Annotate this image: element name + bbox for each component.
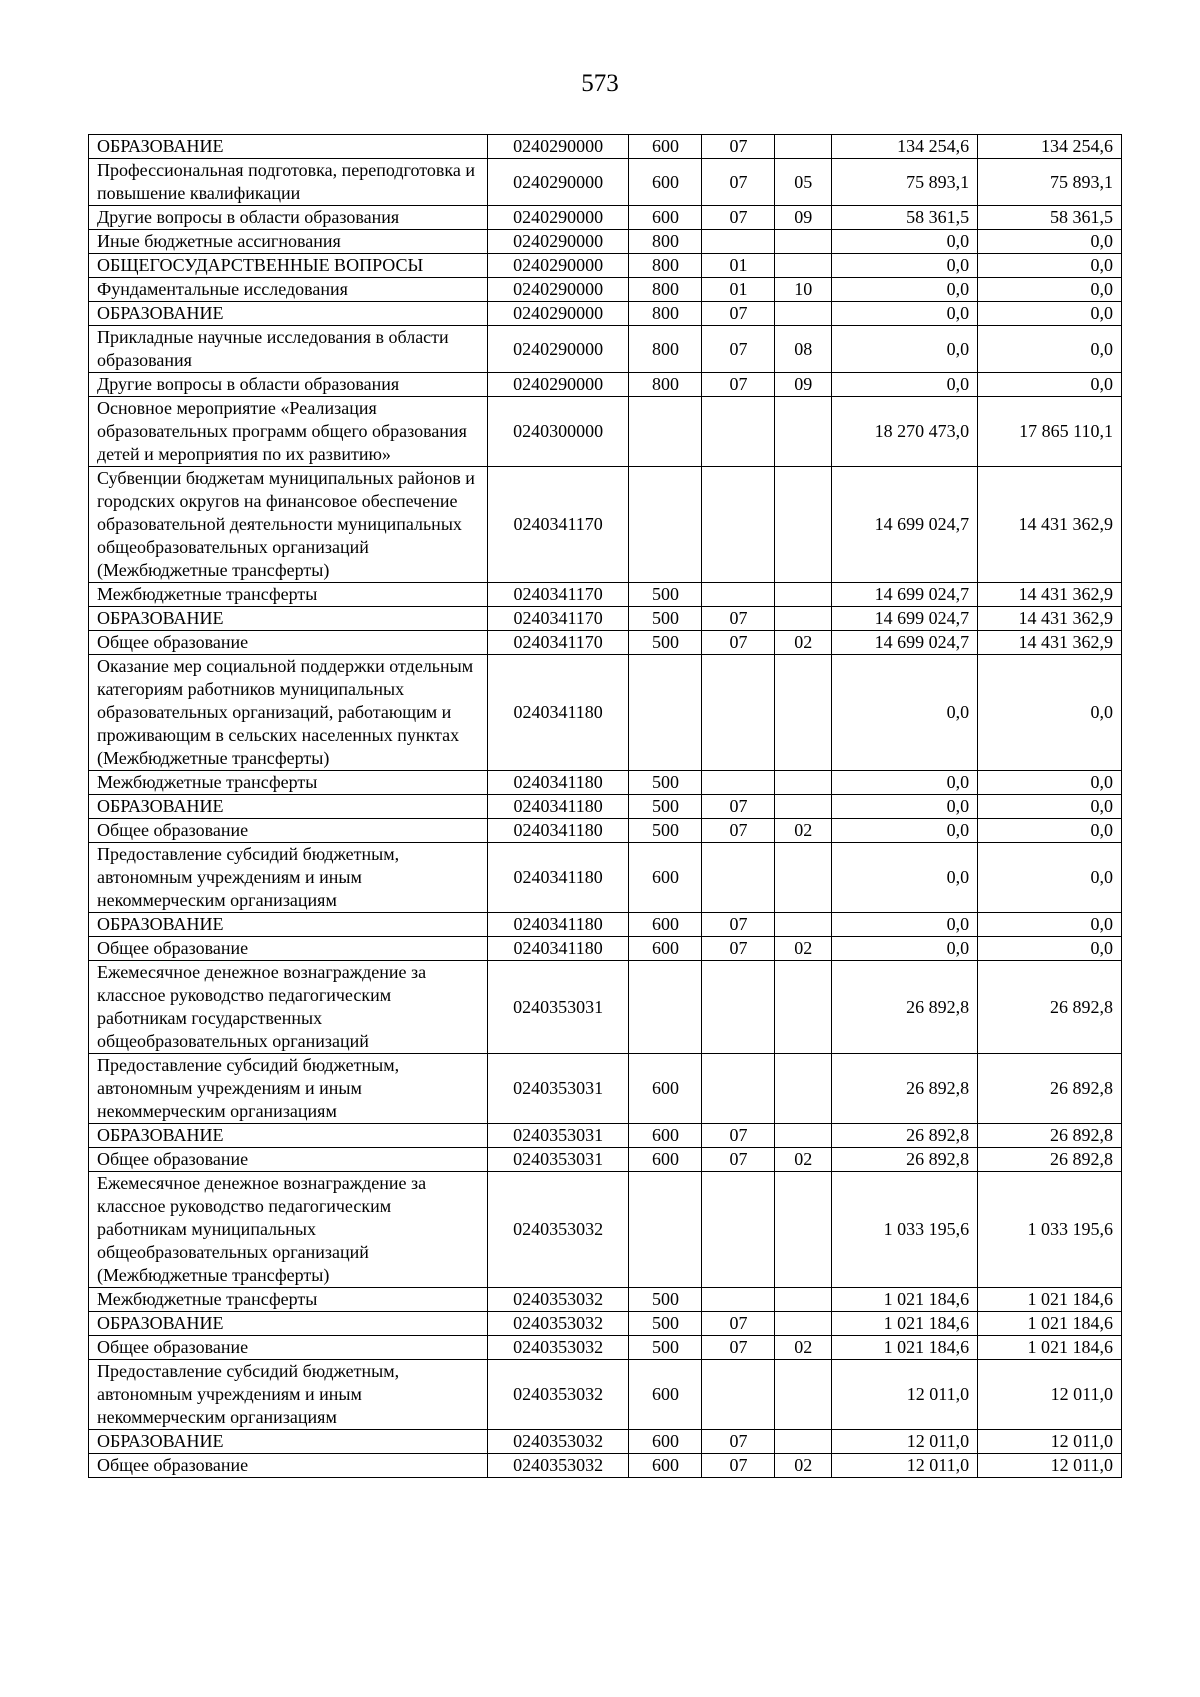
target-code-cell: 0240290000 — [487, 326, 629, 373]
row-name-cell: Фундаментальные исследования — [89, 278, 488, 302]
section-cell: 07 — [702, 326, 775, 373]
amount-year2-cell: 17 865 110,1 — [978, 397, 1122, 467]
table-row — [89, 326, 1122, 373]
table-body — [89, 135, 1122, 1478]
row-name-cell: Общее образование — [89, 1148, 488, 1172]
amount-year2-cell: 12 011,0 — [978, 1454, 1122, 1478]
amount-year1-cell: 0,0 — [832, 913, 978, 937]
row-name-cell: Ежемесячное денежное вознаграждение за классное руководство педагогическим работникам муниципальных общеобразовательных организаций (Межбюджетные трансферты) — [89, 1172, 488, 1288]
section-cell — [702, 771, 775, 795]
section-cell — [702, 1172, 775, 1288]
target-code-cell: 0240353032 — [487, 1172, 629, 1288]
row-name-cell: Основное мероприятие «Реализация образовательных программ общего образования детей и мероприятия по их развитию» — [89, 397, 488, 467]
subsection-cell — [775, 795, 832, 819]
subsection-cell — [775, 135, 832, 159]
subsection-cell — [775, 1312, 832, 1336]
row-name-cell: Межбюджетные трансферты — [89, 583, 488, 607]
table-row — [89, 1172, 1122, 1288]
amount-year1-cell: 0,0 — [832, 937, 978, 961]
amount-year1-cell: 26 892,8 — [832, 1148, 978, 1172]
expense-type-cell: 600 — [629, 135, 702, 159]
section-cell — [702, 655, 775, 771]
target-code-cell: 0240290000 — [487, 135, 629, 159]
amount-year2-cell: 1 021 184,6 — [978, 1336, 1122, 1360]
amount-year1-cell: 0,0 — [832, 843, 978, 913]
section-cell: 07 — [702, 1336, 775, 1360]
table-row — [89, 1312, 1122, 1336]
subsection-cell — [775, 583, 832, 607]
subsection-cell — [775, 1054, 832, 1124]
section-cell: 07 — [702, 159, 775, 206]
section-cell — [702, 1054, 775, 1124]
amount-year2-cell: 0,0 — [978, 819, 1122, 843]
row-name-cell: Прикладные научные исследования в области образования — [89, 326, 488, 373]
amount-year1-cell: 58 361,5 — [832, 206, 978, 230]
expense-type-cell: 600 — [629, 159, 702, 206]
row-name-cell: Межбюджетные трансферты — [89, 1288, 488, 1312]
amount-year2-cell: 0,0 — [978, 913, 1122, 937]
amount-year1-cell: 12 011,0 — [832, 1360, 978, 1430]
expense-type-cell: 500 — [629, 795, 702, 819]
section-cell: 07 — [702, 631, 775, 655]
amount-year2-cell: 75 893,1 — [978, 159, 1122, 206]
section-cell — [702, 1288, 775, 1312]
table-row — [89, 206, 1122, 230]
row-name-cell: Общее образование — [89, 1454, 488, 1478]
table-row — [89, 278, 1122, 302]
row-name-cell: ОБРАЗОВАНИЕ — [89, 302, 488, 326]
table-row — [89, 1054, 1122, 1124]
subsection-cell — [775, 397, 832, 467]
table-row — [89, 583, 1122, 607]
amount-year1-cell: 14 699 024,7 — [832, 467, 978, 583]
subsection-cell — [775, 1288, 832, 1312]
budget-table — [88, 134, 1122, 1478]
section-cell: 07 — [702, 1312, 775, 1336]
table-row — [89, 1336, 1122, 1360]
expense-type-cell: 600 — [629, 206, 702, 230]
row-name-cell: Общее образование — [89, 631, 488, 655]
target-code-cell: 0240341170 — [487, 607, 629, 631]
target-code-cell: 0240353031 — [487, 961, 629, 1054]
target-code-cell: 0240353031 — [487, 1124, 629, 1148]
target-code-cell: 0240341180 — [487, 937, 629, 961]
amount-year1-cell: 0,0 — [832, 795, 978, 819]
subsection-cell — [775, 467, 832, 583]
amount-year2-cell: 0,0 — [978, 254, 1122, 278]
target-code-cell: 0240341170 — [487, 467, 629, 583]
target-code-cell: 0240341180 — [487, 913, 629, 937]
row-name-cell: Субвенции бюджетам муниципальных районов и городских округов на финансовое обеспечение образовательной деятельности муниципальных общеобразовательных организаций (Межбюджетные трансферты) — [89, 467, 488, 583]
target-code-cell: 0240290000 — [487, 254, 629, 278]
row-name-cell: Другие вопросы в области образования — [89, 206, 488, 230]
target-code-cell: 0240353032 — [487, 1454, 629, 1478]
target-code-cell: 0240353032 — [487, 1360, 629, 1430]
expense-type-cell: 800 — [629, 302, 702, 326]
amount-year2-cell: 1 033 195,6 — [978, 1172, 1122, 1288]
row-name-cell: Профессиональная подготовка, переподготовка и повышение квалификации — [89, 159, 488, 206]
amount-year1-cell: 0,0 — [832, 230, 978, 254]
amount-year1-cell: 26 892,8 — [832, 1124, 978, 1148]
row-name-cell: Общее образование — [89, 937, 488, 961]
section-cell — [702, 961, 775, 1054]
table-row — [89, 843, 1122, 913]
subsection-cell — [775, 254, 832, 278]
amount-year1-cell: 26 892,8 — [832, 1054, 978, 1124]
amount-year2-cell: 0,0 — [978, 843, 1122, 913]
section-cell — [702, 467, 775, 583]
section-cell: 07 — [702, 302, 775, 326]
subsection-cell: 02 — [775, 1148, 832, 1172]
amount-year1-cell: 12 011,0 — [832, 1430, 978, 1454]
subsection-cell: 10 — [775, 278, 832, 302]
amount-year1-cell: 75 893,1 — [832, 159, 978, 206]
target-code-cell: 0240290000 — [487, 230, 629, 254]
subsection-cell — [775, 230, 832, 254]
section-cell: 07 — [702, 373, 775, 397]
section-cell: 01 — [702, 278, 775, 302]
target-code-cell: 0240353032 — [487, 1430, 629, 1454]
row-name-cell: Общее образование — [89, 819, 488, 843]
target-code-cell: 0240341180 — [487, 771, 629, 795]
expense-type-cell — [629, 1172, 702, 1288]
amount-year1-cell: 0,0 — [832, 771, 978, 795]
expense-type-cell: 500 — [629, 583, 702, 607]
expense-type-cell: 600 — [629, 1454, 702, 1478]
amount-year1-cell: 0,0 — [832, 302, 978, 326]
table-row — [89, 302, 1122, 326]
table-row — [89, 135, 1122, 159]
section-cell: 07 — [702, 607, 775, 631]
section-cell: 07 — [702, 1430, 775, 1454]
amount-year2-cell: 134 254,6 — [978, 135, 1122, 159]
expense-type-cell: 600 — [629, 1360, 702, 1430]
subsection-cell: 09 — [775, 206, 832, 230]
subsection-cell: 02 — [775, 1454, 832, 1478]
target-code-cell: 0240341170 — [487, 583, 629, 607]
amount-year1-cell: 1 033 195,6 — [832, 1172, 978, 1288]
target-code-cell: 0240341180 — [487, 655, 629, 771]
expense-type-cell: 800 — [629, 230, 702, 254]
expense-type-cell — [629, 961, 702, 1054]
table-row — [89, 655, 1122, 771]
target-code-cell: 0240341170 — [487, 631, 629, 655]
expense-type-cell: 500 — [629, 631, 702, 655]
table-row — [89, 819, 1122, 843]
amount-year2-cell: 12 011,0 — [978, 1360, 1122, 1430]
row-name-cell: Предоставление субсидий бюджетным, автономным учреждениям и иным некоммерческим организациям — [89, 843, 488, 913]
row-name-cell: Иные бюджетные ассигнования — [89, 230, 488, 254]
expense-type-cell: 500 — [629, 607, 702, 631]
amount-year2-cell: 14 431 362,9 — [978, 631, 1122, 655]
amount-year2-cell: 0,0 — [978, 230, 1122, 254]
subsection-cell: 02 — [775, 631, 832, 655]
expense-type-cell: 800 — [629, 254, 702, 278]
target-code-cell: 0240353031 — [487, 1148, 629, 1172]
target-code-cell: 0240353032 — [487, 1312, 629, 1336]
amount-year1-cell: 12 011,0 — [832, 1454, 978, 1478]
target-code-cell: 0240341180 — [487, 843, 629, 913]
amount-year2-cell: 14 431 362,9 — [978, 467, 1122, 583]
expense-type-cell: 600 — [629, 1148, 702, 1172]
expense-type-cell: 600 — [629, 913, 702, 937]
amount-year1-cell: 14 699 024,7 — [832, 583, 978, 607]
amount-year1-cell: 0,0 — [832, 326, 978, 373]
amount-year2-cell: 1 021 184,6 — [978, 1288, 1122, 1312]
expense-type-cell: 600 — [629, 1430, 702, 1454]
row-name-cell: ОБРАЗОВАНИЕ — [89, 607, 488, 631]
subsection-cell — [775, 1172, 832, 1288]
table-row — [89, 1360, 1122, 1430]
target-code-cell: 0240341180 — [487, 795, 629, 819]
table-row — [89, 1454, 1122, 1478]
amount-year2-cell: 26 892,8 — [978, 961, 1122, 1054]
amount-year1-cell: 26 892,8 — [832, 961, 978, 1054]
expense-type-cell: 800 — [629, 326, 702, 373]
section-cell: 01 — [702, 254, 775, 278]
expense-type-cell: 500 — [629, 1312, 702, 1336]
section-cell — [702, 1360, 775, 1430]
table-row — [89, 913, 1122, 937]
amount-year2-cell: 0,0 — [978, 771, 1122, 795]
amount-year1-cell: 0,0 — [832, 254, 978, 278]
table-row — [89, 467, 1122, 583]
subsection-cell: 05 — [775, 159, 832, 206]
table-row — [89, 771, 1122, 795]
target-code-cell: 0240353032 — [487, 1336, 629, 1360]
section-cell: 07 — [702, 135, 775, 159]
table-row — [89, 230, 1122, 254]
row-name-cell: ОБРАЗОВАНИЕ — [89, 1312, 488, 1336]
target-code-cell: 0240290000 — [487, 206, 629, 230]
row-name-cell: ОБРАЗОВАНИЕ — [89, 135, 488, 159]
table-row — [89, 607, 1122, 631]
subsection-cell — [775, 607, 832, 631]
amount-year2-cell: 1 021 184,6 — [978, 1312, 1122, 1336]
amount-year2-cell: 0,0 — [978, 373, 1122, 397]
amount-year1-cell: 1 021 184,6 — [832, 1312, 978, 1336]
expense-type-cell: 600 — [629, 1054, 702, 1124]
row-name-cell: Межбюджетные трансферты — [89, 771, 488, 795]
table-row — [89, 1148, 1122, 1172]
expense-type-cell: 500 — [629, 1288, 702, 1312]
amount-year2-cell: 58 361,5 — [978, 206, 1122, 230]
amount-year2-cell: 14 431 362,9 — [978, 583, 1122, 607]
expense-type-cell — [629, 397, 702, 467]
amount-year1-cell: 0,0 — [832, 655, 978, 771]
row-name-cell: Предоставление субсидий бюджетным, автономным учреждениям и иным некоммерческим организациям — [89, 1360, 488, 1430]
section-cell: 07 — [702, 1454, 775, 1478]
subsection-cell — [775, 1124, 832, 1148]
expense-type-cell: 800 — [629, 278, 702, 302]
section-cell: 07 — [702, 795, 775, 819]
subsection-cell: 02 — [775, 819, 832, 843]
amount-year1-cell: 134 254,6 — [832, 135, 978, 159]
amount-year1-cell: 1 021 184,6 — [832, 1288, 978, 1312]
row-name-cell: ОБЩЕГОСУДАРСТВЕННЫЕ ВОПРОСЫ — [89, 254, 488, 278]
target-code-cell: 0240353032 — [487, 1288, 629, 1312]
section-cell: 07 — [702, 937, 775, 961]
amount-year2-cell: 26 892,8 — [978, 1054, 1122, 1124]
expense-type-cell — [629, 655, 702, 771]
subsection-cell: 08 — [775, 326, 832, 373]
row-name-cell: ОБРАЗОВАНИЕ — [89, 1430, 488, 1454]
subsection-cell: 09 — [775, 373, 832, 397]
section-cell: 07 — [702, 819, 775, 843]
subsection-cell — [775, 655, 832, 771]
table-row — [89, 397, 1122, 467]
subsection-cell — [775, 843, 832, 913]
target-code-cell: 0240290000 — [487, 278, 629, 302]
subsection-cell — [775, 1430, 832, 1454]
target-code-cell: 0240353031 — [487, 1054, 629, 1124]
row-name-cell: Другие вопросы в области образования — [89, 373, 488, 397]
section-cell — [702, 397, 775, 467]
amount-year1-cell: 18 270 473,0 — [832, 397, 978, 467]
expense-type-cell: 800 — [629, 373, 702, 397]
amount-year2-cell: 0,0 — [978, 655, 1122, 771]
section-cell: 07 — [702, 1148, 775, 1172]
amount-year2-cell: 0,0 — [978, 278, 1122, 302]
table-row — [89, 795, 1122, 819]
subsection-cell — [775, 961, 832, 1054]
expense-type-cell: 600 — [629, 1124, 702, 1148]
row-name-cell: Ежемесячное денежное вознаграждение за классное руководство педагогическим работникам государственных общеобразовательных организаций — [89, 961, 488, 1054]
table-row — [89, 1288, 1122, 1312]
amount-year1-cell: 14 699 024,7 — [832, 631, 978, 655]
row-name-cell: ОБРАЗОВАНИЕ — [89, 913, 488, 937]
subsection-cell — [775, 913, 832, 937]
amount-year2-cell: 12 011,0 — [978, 1430, 1122, 1454]
expense-type-cell: 500 — [629, 819, 702, 843]
target-code-cell: 0240341180 — [487, 819, 629, 843]
section-cell: 07 — [702, 913, 775, 937]
target-code-cell: 0240300000 — [487, 397, 629, 467]
row-name-cell: Предоставление субсидий бюджетным, автономным учреждениям и иным некоммерческим организациям — [89, 1054, 488, 1124]
subsection-cell: 02 — [775, 1336, 832, 1360]
section-cell — [702, 843, 775, 913]
amount-year2-cell: 0,0 — [978, 795, 1122, 819]
amount-year2-cell: 0,0 — [978, 326, 1122, 373]
row-name-cell: Оказание мер социальной поддержки отдельным категориям работников муниципальных образовательных организаций, работающим и проживающим в сельских населенных пунктах (Межбюджетные трансферты) — [89, 655, 488, 771]
section-cell — [702, 230, 775, 254]
table-row — [89, 1124, 1122, 1148]
section-cell: 07 — [702, 206, 775, 230]
amount-year2-cell: 14 431 362,9 — [978, 607, 1122, 631]
subsection-cell — [775, 771, 832, 795]
page-number: 573 — [581, 70, 619, 97]
table-row — [89, 159, 1122, 206]
section-cell: 07 — [702, 1124, 775, 1148]
expense-type-cell: 600 — [629, 843, 702, 913]
amount-year1-cell: 1 021 184,6 — [832, 1336, 978, 1360]
table-row — [89, 254, 1122, 278]
amount-year2-cell: 0,0 — [978, 302, 1122, 326]
target-code-cell: 0240290000 — [487, 302, 629, 326]
table-row — [89, 1430, 1122, 1454]
table-row — [89, 937, 1122, 961]
amount-year1-cell: 14 699 024,7 — [832, 607, 978, 631]
table-row — [89, 631, 1122, 655]
row-name-cell: ОБРАЗОВАНИЕ — [89, 795, 488, 819]
row-name-cell: Общее образование — [89, 1336, 488, 1360]
expense-type-cell: 500 — [629, 771, 702, 795]
subsection-cell — [775, 302, 832, 326]
row-name-cell: ОБРАЗОВАНИЕ — [89, 1124, 488, 1148]
target-code-cell: 0240290000 — [487, 373, 629, 397]
amount-year1-cell: 0,0 — [832, 373, 978, 397]
target-code-cell: 0240290000 — [487, 159, 629, 206]
expense-type-cell: 500 — [629, 1336, 702, 1360]
amount-year2-cell: 0,0 — [978, 937, 1122, 961]
amount-year2-cell: 26 892,8 — [978, 1148, 1122, 1172]
amount-year1-cell: 0,0 — [832, 278, 978, 302]
table-row — [89, 961, 1122, 1054]
subsection-cell: 02 — [775, 937, 832, 961]
amount-year1-cell: 0,0 — [832, 819, 978, 843]
expense-type-cell — [629, 467, 702, 583]
expense-type-cell: 600 — [629, 937, 702, 961]
table-row — [89, 373, 1122, 397]
subsection-cell — [775, 1360, 832, 1430]
amount-year2-cell: 26 892,8 — [978, 1124, 1122, 1148]
section-cell — [702, 583, 775, 607]
